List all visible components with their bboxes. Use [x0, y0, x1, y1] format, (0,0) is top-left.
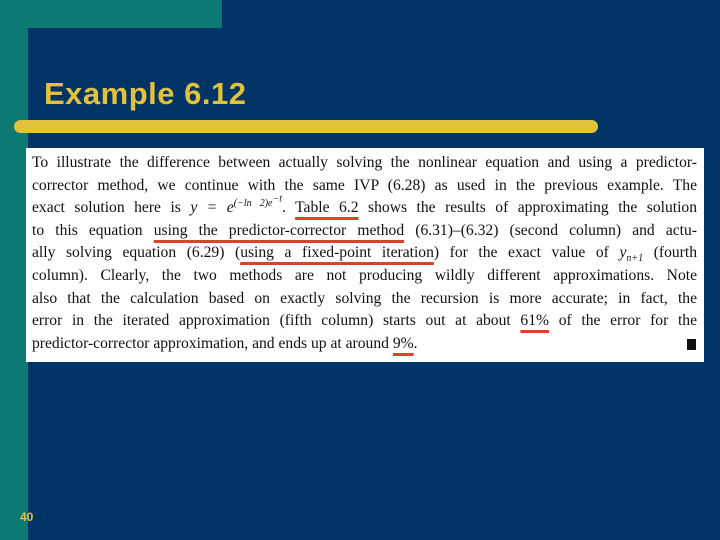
text-line: corrector method, we continue with the same IVP (6.28) as used in the previous example. The — [32, 176, 697, 194]
solution-formula: $y = e^{(-ln 2)e^{-t}}$ — [190, 193, 282, 217]
text-line: exact solution here is $y = e^{(-ln 2)e^{-t}}$. Table 6.2 shows the results of approximating the solution — [32, 193, 697, 217]
teal-side-strip — [0, 0, 28, 540]
teal-top-block — [0, 0, 222, 28]
text-line: also that the calculation based on exactly solving the recursion is more accurate; in fact, the — [32, 289, 697, 307]
text-line: to this equation using the predictor-corrector method (6.31)–(6.32) (second column) and actu- — [32, 221, 698, 239]
document-text — [32, 152, 697, 355]
text-line: error in the iterated approximation (fifth column) starts out at about 61% of the error for the — [32, 312, 697, 330]
text-line: predictor-corrector approximation, and ends up at around 9%. — [32, 334, 418, 352]
slide-number: 40 — [20, 510, 34, 524]
document-excerpt — [26, 148, 704, 362]
highlight-predictor-corrector: using the predictor-corrector method — [153, 221, 405, 239]
yn1-symbol: $y_{n+1}$ — [619, 244, 644, 265]
end-of-proof-icon — [687, 339, 696, 350]
title-divider — [14, 120, 598, 133]
table-reference: Table 6.2 — [295, 199, 359, 217]
highlight-61-percent: 61% — [520, 312, 550, 330]
highlight-9-percent: 9% — [392, 334, 414, 352]
slide-title: Example 6.12 — [44, 76, 247, 111]
text-line: ally solving equation (6.29) (using a fixed-point iteration) for the exact value of $y_{n+1}$ (fourth — [32, 244, 697, 265]
text-line: To illustrate the difference between actually solving the nonlinear equation and using a predictor- — [32, 154, 697, 171]
text-line: column). Clearly, the two methods are not producing wildly different approximations. Note — [32, 266, 697, 284]
highlight-fixed-point: using a fixed-point iteration — [240, 244, 434, 262]
